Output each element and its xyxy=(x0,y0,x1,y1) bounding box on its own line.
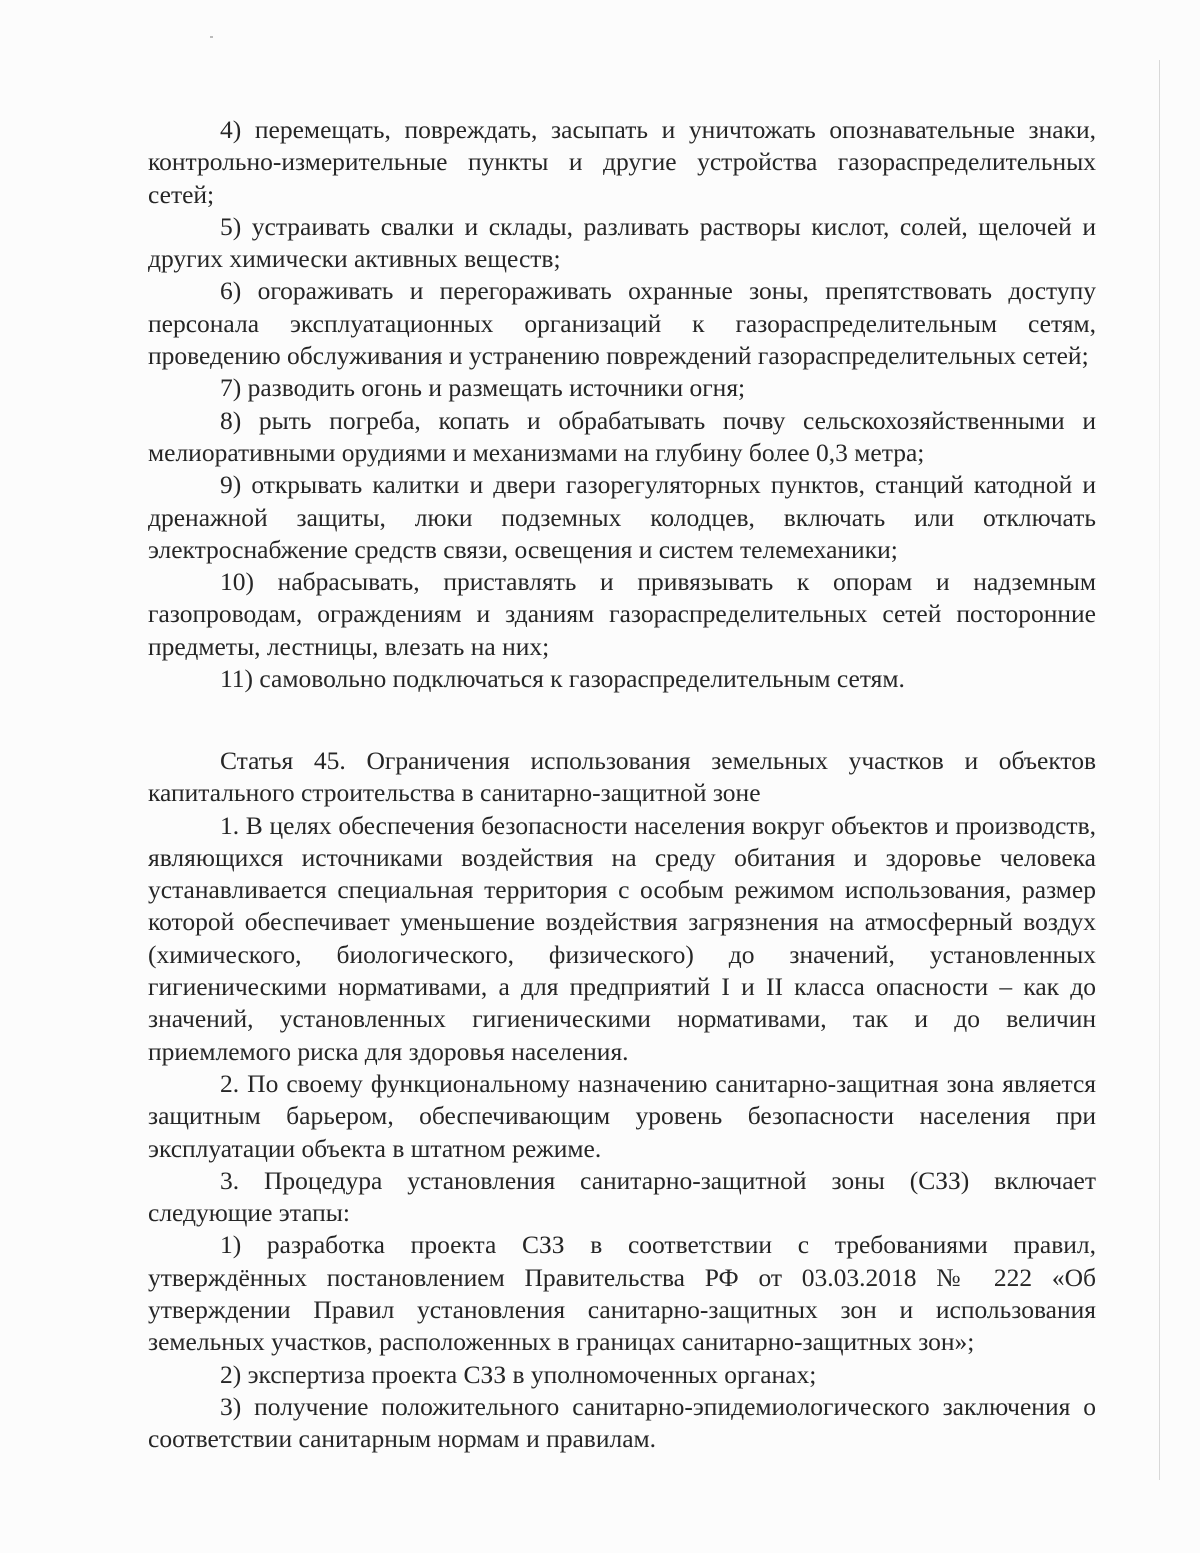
list-item: 7) разводить огонь и размещать источники огня; xyxy=(220,373,746,403)
article-paragraph: 1. В целях обеспечения безопасности населения вокруг объектов и производств, являющихся источниками воздействия на среду обитания и здоровье человека устанавливается специальная территория с особым режимом использования, размер которой обеспечивает уменьшение воздействия загрязнения на атмосферный воздух (химического, биологического, физического) до значений, установленных гигиеническими нормативами, а для предприятий I и II класса опасности – как до значений, установленных гигиеническими нормативами, так и до величин приемлемого риска для здоровья населения. xyxy=(148,810,1096,1066)
article-paragraph: 2. По своему функциональному назначению санитарно-защитная зона является защитным барьером, обеспечивающим уровень безопасности населения при эксплуатации объекта в штатном режиме. xyxy=(148,1068,1096,1163)
list-item: 9) открывать калитки и двери газорегуляторных пунктов, станций катодной и дренажной защиты, люки подземных колодцев, включать или отключать электроснабжение средств связи, освещения и систем телемеханики; xyxy=(148,470,1096,564)
scan-speck xyxy=(210,36,213,38)
list-item: 4) перемещать, повреждать, засыпать и уничтожать опознавательные знаки, контрольно-измерительные пункты и другие устройства газораспределительных сетей; xyxy=(148,115,1096,209)
scan-edge-line xyxy=(1159,60,1160,1480)
list-item: 10) набрасывать, приставлять и привязывать к опорам и надземным газопроводам, ограждениям и зданиям газораспределительных сетей посторонние предметы, лестницы, влезать на них; xyxy=(148,567,1096,661)
article-45-section xyxy=(148,745,1096,1456)
prohibited-actions-list xyxy=(148,114,1096,695)
list-item: 8) рыть погреба, копать и обрабатывать почву сельскохозяйственными и мелиоративными орудиями и механизмами на глубину более 0,3 метра; xyxy=(148,405,1096,467)
list-item: 5) устраивать свалки и склады, разливать растворы кислот, солей, щелочей и других химически активных веществ; xyxy=(148,211,1096,274)
article-paragraph: 3) получение положительного санитарно-эпидемиологического заключения о соответствии санитарным нормам и правилам. xyxy=(148,1391,1096,1454)
article-title: Статья 45. Ограничения использования земельных участков и объектов капитального строительства в санитарно-защитной зоне xyxy=(148,746,1096,808)
article-paragraph: 1) разработка проекта СЗЗ в соответствии с требованиями правил, утверждённых постановлением Правительства РФ от 03.03.2018 № 222 «Об утверждении Правил установления санитарно-защитных зон и использования земельных участков, расположенных в границах санитарно-защитных зон»; xyxy=(148,1230,1096,1357)
article-paragraph: 3. Процедура установления санитарно-защитной зоны (СЗЗ) включает следующие этапы: xyxy=(148,1165,1096,1228)
article-paragraph: 2) экспертиза проекта СЗЗ в уполномоченных органах; xyxy=(220,1359,817,1389)
list-item: 11) самовольно подключаться к газораспределительным сетям. xyxy=(220,664,905,694)
list-item: 6) огораживать и перегораживать охранные зоны, препятствовать доступу персонала эксплуатационных организаций к газораспределительным сетям, проведению обслуживания и устранению повреждений газораспределительных сетей; xyxy=(148,276,1096,371)
